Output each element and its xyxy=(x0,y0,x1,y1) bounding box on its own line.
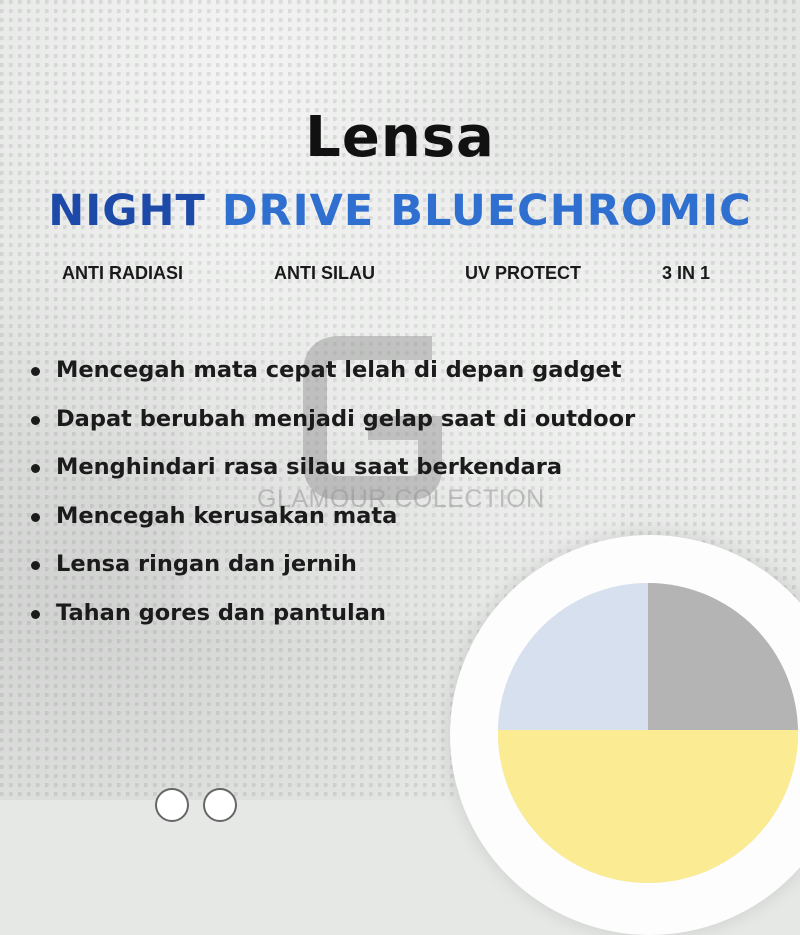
feature-row xyxy=(0,263,800,287)
lens-blue-tint xyxy=(498,583,648,730)
feature-anti-radiasi: ANTI RADIASI xyxy=(62,263,183,283)
feature-3-in-1: 3 IN 1 xyxy=(662,263,711,283)
lens-dark-tint xyxy=(648,583,798,730)
circle-icon xyxy=(155,788,189,822)
feature-anti-silau: ANTI SILAU xyxy=(274,263,375,283)
product-headline xyxy=(0,186,800,236)
feature-uv-protect: UV PROTECT xyxy=(465,263,582,283)
watermark-text: GLAMOUR COLECTION xyxy=(257,485,545,513)
lens-sample-image xyxy=(498,583,798,883)
list-item: Mencegah mata cepat lelah di depan gadget xyxy=(26,352,635,401)
list-item: Tahan gores dan pantulan xyxy=(26,595,635,644)
headline-part-1: NIGHT xyxy=(48,186,206,236)
list-item: Menghindari rasa silau saat berkendara xyxy=(26,449,635,498)
circle-icon xyxy=(203,788,237,822)
page-title: Lensa xyxy=(305,105,495,170)
list-item: Dapat berubah menjadi gelap saat di outdoor xyxy=(26,401,635,450)
bottom-icons xyxy=(155,788,245,808)
list-item: Lensa ringan dan jernih xyxy=(26,546,635,595)
headline-part-2: DRIVE BLUECHROMIC xyxy=(221,186,752,236)
lens-yellow-tint xyxy=(498,730,798,883)
list-item: Mencegah kerusakan mata xyxy=(26,498,635,547)
